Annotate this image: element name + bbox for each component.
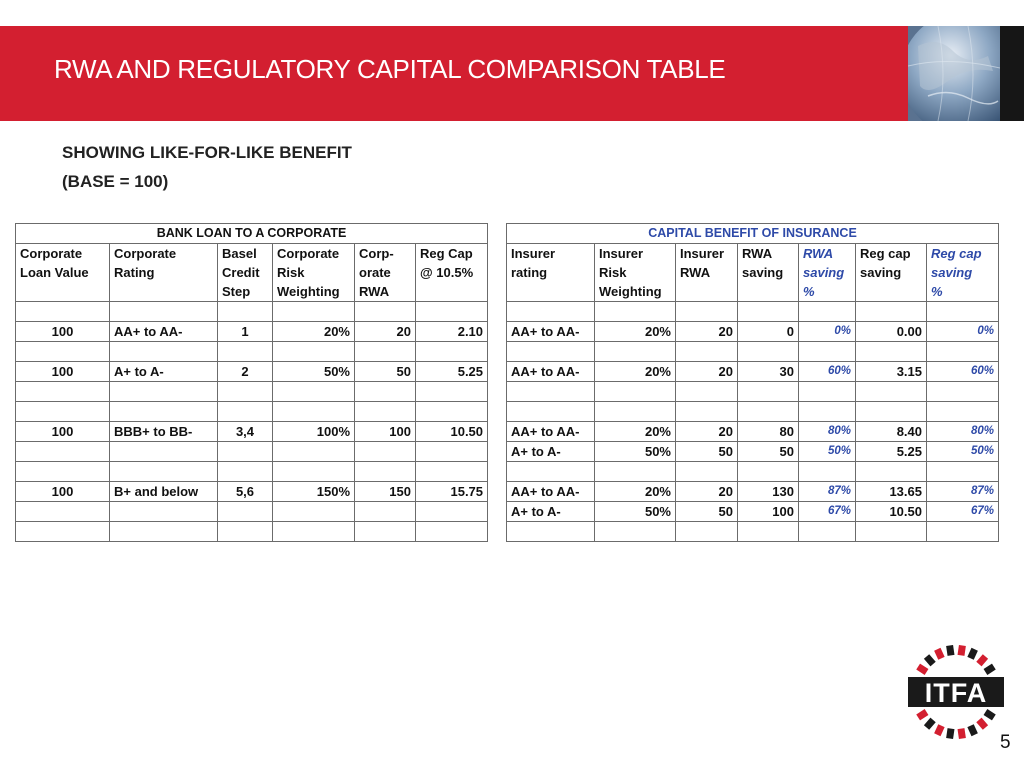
table-row (507, 442, 999, 462)
table-cell (927, 522, 999, 542)
table-cell (927, 342, 999, 362)
header-cell (856, 282, 927, 302)
table-cell (507, 342, 595, 362)
table-cell: 100 (16, 482, 110, 502)
table-cell: 100% (273, 422, 355, 442)
table-row (507, 522, 999, 542)
bank-loan-table-title: BANK LOAN TO A CORPORATE (16, 224, 488, 244)
table-cell: 100 (16, 422, 110, 442)
subtitle-line-2: (BASE = 100) (62, 172, 169, 191)
insurance-benefit-table (506, 223, 999, 542)
table-cell: 20 (676, 322, 738, 342)
table-row (507, 402, 999, 422)
table-cell (799, 342, 856, 362)
bank-loan-table (15, 223, 488, 542)
table-cell (676, 402, 738, 422)
table-cell (16, 382, 110, 402)
header-cell: saving (799, 263, 856, 282)
table-cell: 50% (595, 502, 676, 522)
table-cell: 50% (799, 442, 856, 462)
table-cell: 67% (927, 502, 999, 522)
table-row (16, 422, 488, 442)
table-cell (16, 342, 110, 362)
table-cell: 5,6 (218, 482, 273, 502)
header-cell: Corporate (273, 244, 355, 264)
table-cell (507, 522, 595, 542)
header-cell: RWA (738, 244, 799, 264)
insurance-table-title: CAPITAL BENEFIT OF INSURANCE (507, 224, 999, 244)
table-cell (110, 442, 218, 462)
table-cell (355, 442, 416, 462)
table-row (507, 382, 999, 402)
table-row (507, 502, 999, 522)
header-cell (16, 282, 110, 302)
table-cell: 100 (355, 422, 416, 442)
table-cell: 87% (927, 482, 999, 502)
table-cell (273, 462, 355, 482)
table-cell (507, 382, 595, 402)
table-cell (856, 402, 927, 422)
table-cell (16, 302, 110, 322)
table-cell (16, 442, 110, 462)
table-cell (218, 382, 273, 402)
table-row (507, 322, 999, 342)
table-cell: 80 (738, 422, 799, 442)
table-cell (16, 402, 110, 422)
table-row (16, 442, 488, 462)
table-row (16, 302, 488, 322)
logo-dash (924, 654, 936, 666)
table-cell: 30 (738, 362, 799, 382)
table-cell: 20% (595, 322, 676, 342)
header-cell (416, 282, 488, 302)
table-cell: 60% (927, 362, 999, 382)
table-row (507, 482, 999, 502)
table-cell: 50 (738, 442, 799, 462)
header-cell: Weighting (595, 282, 676, 302)
header-cell: Rating (110, 263, 218, 282)
logo-dash (924, 718, 936, 730)
table-cell: 20% (273, 322, 355, 342)
header-cell: Step (218, 282, 273, 302)
table-cell: 20% (595, 422, 676, 442)
table-cell: 50 (676, 502, 738, 522)
table-cell (507, 462, 595, 482)
header-cell (507, 282, 595, 302)
table-cell: 50% (273, 362, 355, 382)
header-cell: RWA (799, 244, 856, 264)
table-cell (416, 302, 488, 322)
table-cell: 20 (676, 422, 738, 442)
table-cell (676, 342, 738, 362)
header-cell: Insurer (676, 244, 738, 264)
table-cell (218, 302, 273, 322)
header-cell: % (927, 282, 999, 302)
table-cell: 150% (273, 482, 355, 502)
table-cell (927, 382, 999, 402)
logo-dash (976, 654, 988, 666)
table-cell: 50% (927, 442, 999, 462)
table-cell (738, 522, 799, 542)
table-cell: A+ to A- (507, 502, 595, 522)
table-cell: 100 (16, 322, 110, 342)
table-cell (856, 462, 927, 482)
header-cell: Reg cap (927, 244, 999, 264)
header-cell: Corp- (355, 244, 416, 264)
table-cell: 80% (927, 422, 999, 442)
table-cell (595, 342, 676, 362)
logo-dash (916, 664, 928, 675)
header-cell: rating (507, 263, 595, 282)
table-cell (738, 302, 799, 322)
table-cell (416, 522, 488, 542)
table-row (16, 382, 488, 402)
table-cell (676, 302, 738, 322)
table-cell: 8.40 (856, 422, 927, 442)
table-cell (927, 302, 999, 322)
table-cell (856, 382, 927, 402)
table-cell (110, 302, 218, 322)
header-cell: Reg cap (856, 244, 927, 264)
table-cell (273, 342, 355, 362)
table-cell: 1 (218, 322, 273, 342)
table-cell: AA+ to AA- (507, 482, 595, 502)
table-cell: 20 (676, 362, 738, 382)
header-cell: Corporate (110, 244, 218, 264)
table-cell: 20 (676, 482, 738, 502)
header-cell: Risk (273, 263, 355, 282)
page-number: 5 (1000, 732, 1011, 753)
table-cell (927, 402, 999, 422)
table-cell: 5.25 (416, 362, 488, 382)
table-cell (355, 502, 416, 522)
header-cell (676, 282, 738, 302)
table-cell (273, 442, 355, 462)
table-cell (856, 522, 927, 542)
table-row (16, 362, 488, 382)
table-cell: 67% (799, 502, 856, 522)
table-cell (273, 382, 355, 402)
table-cell (218, 402, 273, 422)
table-cell (273, 522, 355, 542)
logo-dash (976, 718, 988, 730)
table-cell (218, 442, 273, 462)
table-row (16, 522, 488, 542)
table-cell (355, 462, 416, 482)
table-cell: 3.15 (856, 362, 927, 382)
table-cell: 20% (595, 482, 676, 502)
table-cell: 87% (799, 482, 856, 502)
table-row (507, 302, 999, 322)
table-cell (273, 302, 355, 322)
table-row (16, 402, 488, 422)
table-cell: 0 (738, 322, 799, 342)
slide-title: RWA AND REGULATORY CAPITAL COMPARISON TABLE (54, 54, 726, 84)
table-cell (799, 402, 856, 422)
itfa-logo (900, 645, 1010, 740)
table-row (507, 342, 999, 362)
table-cell (507, 302, 595, 322)
table-cell: 2.10 (416, 322, 488, 342)
table-cell: 150 (355, 482, 416, 502)
table-cell: 50% (595, 442, 676, 462)
logo-dash (967, 648, 978, 660)
logo-dash (946, 728, 954, 739)
table-cell: 100 (16, 362, 110, 382)
header-cell: saving (927, 263, 999, 282)
logo-dash (967, 724, 978, 736)
header-cell: orate (355, 263, 416, 282)
table-cell (416, 502, 488, 522)
header-cell: Risk (595, 263, 676, 282)
table-cell (676, 522, 738, 542)
table-row (16, 482, 488, 502)
table-cell (595, 302, 676, 322)
header-cell: saving (856, 263, 927, 282)
table-cell: 50 (676, 442, 738, 462)
table-cell (416, 382, 488, 402)
table-cell (110, 382, 218, 402)
table-cell (273, 402, 355, 422)
table-cell: 60% (799, 362, 856, 382)
logo-text: ITFA (924, 678, 988, 708)
header-cell (738, 282, 799, 302)
table-cell (16, 502, 110, 522)
header-cell: Insurer (507, 244, 595, 264)
table-row (16, 342, 488, 362)
header-cell: Reg Cap (416, 244, 488, 264)
table-cell: 0% (927, 322, 999, 342)
table-cell (595, 382, 676, 402)
table-cell: 130 (738, 482, 799, 502)
table-cell (738, 402, 799, 422)
table-cell (110, 402, 218, 422)
header-cell: @ 10.5% (416, 263, 488, 282)
table-cell: BBB+ to BB- (110, 422, 218, 442)
table-cell: A+ to A- (507, 442, 595, 462)
table-cell: 3,4 (218, 422, 273, 442)
table-row (16, 502, 488, 522)
table-cell (927, 462, 999, 482)
table-cell (110, 502, 218, 522)
table-cell (738, 382, 799, 402)
header-cell (110, 282, 218, 302)
table-cell (218, 462, 273, 482)
table-cell: 13.65 (856, 482, 927, 502)
table-cell: AA+ to AA- (110, 322, 218, 342)
table-cell (110, 342, 218, 362)
table-row (507, 362, 999, 382)
logo-dash (916, 709, 928, 720)
logo-dash (934, 648, 945, 660)
table-cell: 10.50 (856, 502, 927, 522)
table-cell: 100 (738, 502, 799, 522)
table-row (16, 322, 488, 342)
table-cell: 2 (218, 362, 273, 382)
table-cell: AA+ to AA- (507, 362, 595, 382)
table-cell (595, 522, 676, 542)
table-cell (799, 302, 856, 322)
header-cell: Weighting (273, 282, 355, 302)
logo-dash (984, 709, 996, 720)
header-cell: Insurer (595, 244, 676, 264)
table-cell (676, 382, 738, 402)
table-cell (218, 522, 273, 542)
table-cell (218, 502, 273, 522)
logo-dash (946, 645, 954, 656)
table-cell: 15.75 (416, 482, 488, 502)
banner-edge (1000, 26, 1024, 121)
table-cell (355, 522, 416, 542)
table-cell (416, 402, 488, 422)
table-cell (355, 382, 416, 402)
table-cell: 80% (799, 422, 856, 442)
header-cell: Corporate (16, 244, 110, 264)
table-cell (16, 462, 110, 482)
header-cell: % (799, 282, 856, 302)
table-cell (856, 302, 927, 322)
table-cell: AA+ to AA- (507, 422, 595, 442)
table-cell (507, 402, 595, 422)
table-cell (110, 522, 218, 542)
table-cell (110, 462, 218, 482)
table-cell: 50 (355, 362, 416, 382)
table-cell: 10.50 (416, 422, 488, 442)
table-cell (273, 502, 355, 522)
table-cell (799, 462, 856, 482)
subtitle-line-1: SHOWING LIKE-FOR-LIKE BENEFIT (62, 143, 352, 162)
table-cell (738, 462, 799, 482)
logo-dash (934, 724, 945, 736)
logo-dash (958, 645, 966, 656)
table-cell: 20 (355, 322, 416, 342)
table-row (507, 462, 999, 482)
table-cell: 0.00 (856, 322, 927, 342)
table-cell (355, 302, 416, 322)
header-cell: Loan Value (16, 263, 110, 282)
table-cell (355, 342, 416, 362)
table-cell (799, 522, 856, 542)
header-cell: saving (738, 263, 799, 282)
table-cell (799, 382, 856, 402)
table-cell (16, 522, 110, 542)
table-cell: 0% (799, 322, 856, 342)
header-cell: RWA (676, 263, 738, 282)
table-cell (355, 402, 416, 422)
table-cell: B+ and below (110, 482, 218, 502)
table-cell: 5.25 (856, 442, 927, 462)
logo-dash (958, 728, 966, 739)
header-cell: Credit (218, 263, 273, 282)
table-cell (218, 342, 273, 362)
table-row (507, 422, 999, 442)
table-cell (416, 462, 488, 482)
table-cell (416, 342, 488, 362)
table-cell: 20% (595, 362, 676, 382)
table-cell: AA+ to AA- (507, 322, 595, 342)
table-cell (738, 342, 799, 362)
table-cell (856, 342, 927, 362)
header-cell: Basel (218, 244, 273, 264)
table-row (16, 462, 488, 482)
table-cell (595, 462, 676, 482)
logo-dash (984, 664, 996, 675)
table-cell (595, 402, 676, 422)
table-cell (416, 442, 488, 462)
globe-image (908, 26, 1000, 121)
header-cell: RWA (355, 282, 416, 302)
table-cell: A+ to A- (110, 362, 218, 382)
table-cell (676, 462, 738, 482)
